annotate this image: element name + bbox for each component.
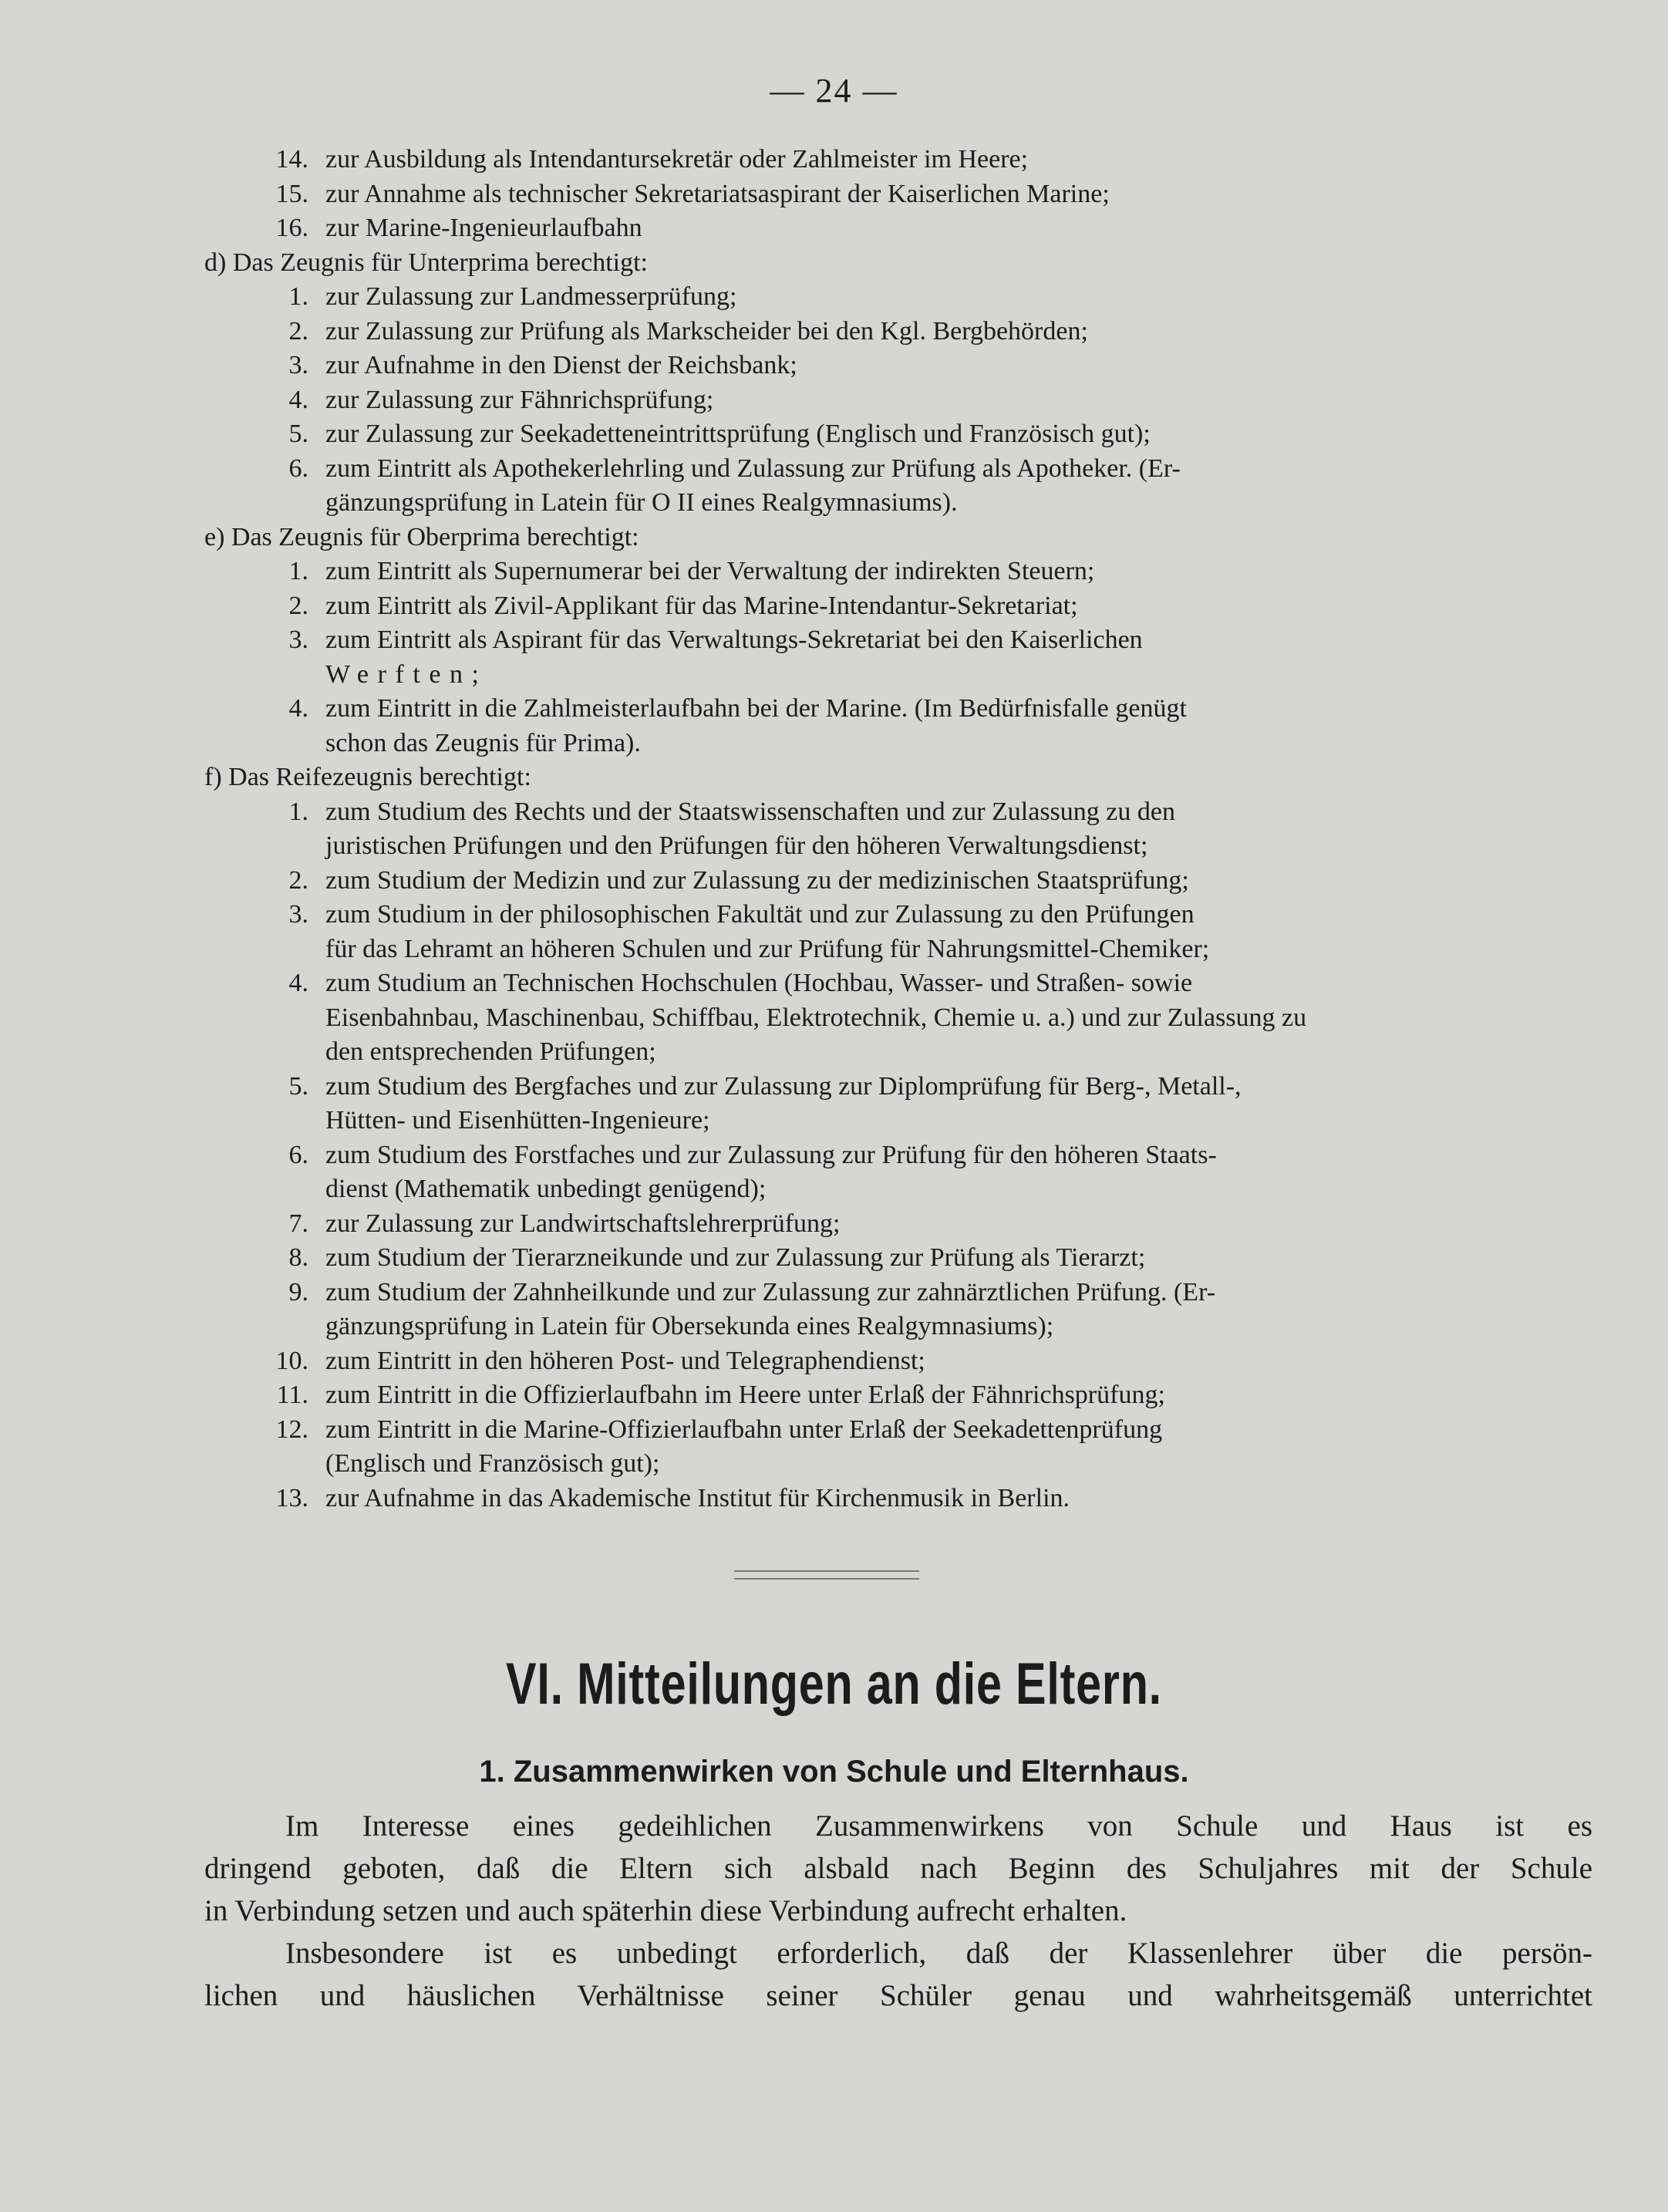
list-item xyxy=(0,692,1668,727)
entitlement-list xyxy=(0,143,1668,1516)
list-item-continuation xyxy=(0,1310,1668,1344)
item-number: 2. xyxy=(288,865,308,895)
subsection-title: 1. Zusammenwirken von Schule und Elternhaus. xyxy=(479,1755,1189,1789)
list-item-continuation xyxy=(0,727,1668,761)
list-item xyxy=(0,898,1668,932)
item-number: 1. xyxy=(288,797,308,826)
list-section-heading xyxy=(0,760,1668,795)
item-text: zur Zulassung zur Landmesserprüfung; xyxy=(325,282,737,311)
paragraph xyxy=(204,1932,1592,2017)
item-number: 6. xyxy=(288,1140,308,1169)
item-text: (Englisch und Französisch gut); xyxy=(325,1449,660,1478)
item-text: e) Das Zeugnis für Oberprima berechtigt: xyxy=(204,522,639,551)
item-text: zum Eintritt in die Marine-Offizierlaufbahn unter Erlaß der Seekadettenprüfung xyxy=(325,1415,1163,1444)
item-text: zum Studium der Zahnheilkunde und zur Zulassung zur zahnärztlichen Prüfung. (Er- xyxy=(325,1277,1216,1307)
item-text: Eisenbahnbau, Maschinenbau, Schiffbau, Elektrotechnik, Chemie u. a.) und zur Zulassung zu xyxy=(325,1003,1307,1032)
list-item xyxy=(0,1413,1668,1448)
list-item-continuation xyxy=(0,1035,1668,1070)
list-item xyxy=(0,177,1668,212)
list-item xyxy=(0,1482,1668,1516)
item-text: zum Eintritt in die Offizierlaufbahn im Heere unter Erlaß der Fähnrichsprüfung; xyxy=(325,1381,1165,1409)
list-item xyxy=(0,1241,1668,1276)
list-item-continuation xyxy=(0,486,1668,521)
item-text: zum Eintritt als Zivil-Applikant für das Marine-Intendantur-Sekretariat; xyxy=(325,591,1078,620)
item-text: zum Studium der Tierarzneikunde und zur Zulassung zur Prüfung als Tierarzt; xyxy=(325,1243,1146,1272)
list-item-continuation xyxy=(0,829,1668,864)
item-text: zum Eintritt in den höheren Post- und Telegraphendienst; xyxy=(325,1346,925,1375)
list-item-continuation xyxy=(0,1001,1668,1036)
item-number: 5. xyxy=(288,420,308,448)
item-text: den entsprechenden Prüfungen; xyxy=(325,1037,656,1066)
item-number: 4. xyxy=(288,694,308,723)
item-number: 3. xyxy=(288,625,308,654)
item-text: zum Eintritt als Supernumerar bei der Verwaltung der indirekten Steuern; xyxy=(325,557,1095,585)
list-item xyxy=(0,589,1668,624)
item-text: gänzungsprüfung in Latein für Obersekunda eines Realgymnasiums); xyxy=(325,1312,1054,1340)
list-item xyxy=(0,555,1668,589)
list-section-heading xyxy=(0,521,1668,555)
item-text: zur Marine-Ingenieurlaufbahn xyxy=(325,214,642,242)
paragraph-line: lichen und häuslichen Verhältnisse seiner Schüler genau und wahrheitsgemäß unterrichtet xyxy=(204,1979,1592,2012)
item-text: zur Zulassung zur Seekadetteneintrittsprüfung (Englisch und Französisch gut); xyxy=(325,420,1151,448)
item-text: zum Studium an Technischen Hochschulen (Hochbau, Wasser- und Straßen- sowie xyxy=(325,969,1193,997)
item-text: zur Annahme als technischer Sekretariatsaspirant der Kaiserlichen Marine; xyxy=(325,179,1110,208)
list-item xyxy=(0,280,1668,315)
item-number: 3. xyxy=(288,900,308,929)
item-number: 5. xyxy=(288,1071,308,1101)
item-text: schon das Zeugnis für Prima). xyxy=(325,728,641,757)
list-item xyxy=(0,211,1668,246)
item-number: 7. xyxy=(288,1209,308,1238)
list-item xyxy=(0,1070,1668,1104)
paragraph-line: in Verbindung setzen und auch späterhin diese Verbindung aufrecht erhalten. xyxy=(204,1894,1127,1927)
list-item xyxy=(0,349,1668,383)
item-text: zum Studium der Medizin und zur Zulassung zu der medizinischen Staatsprüfung; xyxy=(325,865,1189,895)
item-text: zur Zulassung zur Prüfung als Markscheider bei den Kgl. Bergbehörden; xyxy=(325,316,1088,346)
list-item xyxy=(0,1344,1668,1379)
item-number: 1. xyxy=(288,282,308,311)
list-item xyxy=(0,1276,1668,1310)
item-number: 14. xyxy=(275,145,308,174)
section-title: VI. Mitteilungen an die Eltern. xyxy=(506,1651,1162,1717)
item-number: 2. xyxy=(288,316,308,346)
item-text: dienst (Mathematik unbedingt genügend); xyxy=(325,1175,767,1203)
item-text: zum Studium des Forstfaches und zur Zulassung zur Prüfung für den höheren Staats- xyxy=(325,1140,1217,1169)
item-text: zur Ausbildung als Intendantursekretär oder Zahlmeister im Heere; xyxy=(325,145,1029,174)
item-number: 16. xyxy=(275,214,308,242)
list-item xyxy=(0,966,1668,1001)
list-item-continuation xyxy=(0,658,1668,693)
item-number: 9. xyxy=(288,1277,308,1307)
item-number: 12. xyxy=(275,1415,308,1444)
paragraph xyxy=(204,1805,1592,1932)
item-number: 3. xyxy=(288,351,308,379)
list-item xyxy=(0,623,1668,658)
item-text: d) Das Zeugnis für Unterprima berechtigt: xyxy=(204,248,648,277)
list-item xyxy=(0,452,1668,487)
item-number: 10. xyxy=(275,1346,308,1375)
item-number: 13. xyxy=(275,1483,308,1512)
item-text: Werften; xyxy=(325,659,488,689)
list-item-continuation xyxy=(0,1447,1668,1482)
item-number: 1. xyxy=(288,557,308,585)
item-text: zum Eintritt als Aspirant für das Verwaltungs-Sekretariat bei den Kaiserlichen xyxy=(325,625,1143,654)
item-text: zum Eintritt in die Zahlmeisterlaufbahn bei der Marine. (Im Bedürfnisfalle genügt xyxy=(325,694,1187,723)
item-number: 4. xyxy=(288,385,308,414)
list-item-continuation xyxy=(0,932,1668,967)
list-item xyxy=(0,1138,1668,1173)
item-number: 6. xyxy=(288,454,308,483)
item-number: 2. xyxy=(288,591,308,620)
list-item xyxy=(0,1207,1668,1242)
item-text: zur Aufnahme in das Akademische Institut für Kirchenmusik in Berlin. xyxy=(325,1483,1070,1512)
list-item xyxy=(0,1378,1668,1413)
item-text: zum Studium des Rechts und der Staatswissenschaften und zur Zulassung zu den xyxy=(325,797,1175,826)
paragraph-line: dringend geboten, daß die Eltern sich alsbald nach Beginn des Schuljahres mit der Schule xyxy=(204,1852,1592,1885)
item-text: juristischen Prüfungen und den Prüfungen für den höheren Verwaltungsdienst; xyxy=(325,831,1148,860)
paragraph-line: Insbesondere ist es unbedingt erforderlich, daß der Klassenlehrer über die persön- xyxy=(285,1937,1592,1970)
paragraph-line: Im Interesse eines gedeihlichen Zusammenwirkens von Schule und Haus ist es xyxy=(285,1809,1592,1843)
list-section-heading xyxy=(0,246,1668,281)
list-item xyxy=(0,417,1668,452)
item-text: zum Studium in der philosophischen Fakultät und zur Zulassung zu den Prüfungen xyxy=(325,900,1195,929)
list-item xyxy=(0,795,1668,830)
list-item xyxy=(0,143,1668,177)
list-item xyxy=(0,864,1668,899)
list-item-continuation xyxy=(0,1104,1668,1138)
item-text: zur Zulassung zur Fähnrichsprüfung; xyxy=(325,385,714,414)
item-text: zur Zulassung zur Landwirtschaftslehrerprüfung; xyxy=(325,1209,841,1238)
item-text: zum Eintritt als Apothekerlehrling und Zulassung zur Prüfung als Apotheker. (Er- xyxy=(325,454,1181,483)
item-text: f) Das Reifezeugnis berechtigt: xyxy=(204,763,531,791)
item-text: zur Aufnahme in den Dienst der Reichsbank; xyxy=(325,351,797,379)
item-number: 4. xyxy=(288,969,308,997)
page-number: — 24 — xyxy=(770,72,898,110)
item-number: 8. xyxy=(288,1243,308,1272)
item-number: 15. xyxy=(275,179,308,208)
list-item-continuation xyxy=(0,1172,1668,1207)
item-text: für das Lehramt an höheren Schulen und zur Prüfung für Nahrungsmittel-Chemiker; xyxy=(325,934,1210,963)
list-item xyxy=(0,383,1668,418)
item-text: Hütten- und Eisenhütten-Ingenieure; xyxy=(325,1106,710,1135)
item-text: zum Studium des Bergfaches und zur Zulassung zur Diplomprüfung für Berg-, Metall-, xyxy=(325,1071,1242,1101)
item-number: 11. xyxy=(276,1381,308,1409)
section-divider xyxy=(734,1570,919,1580)
item-text: gänzungsprüfung in Latein für O II eines Realgymnasiums). xyxy=(325,488,958,517)
list-item xyxy=(0,315,1668,349)
